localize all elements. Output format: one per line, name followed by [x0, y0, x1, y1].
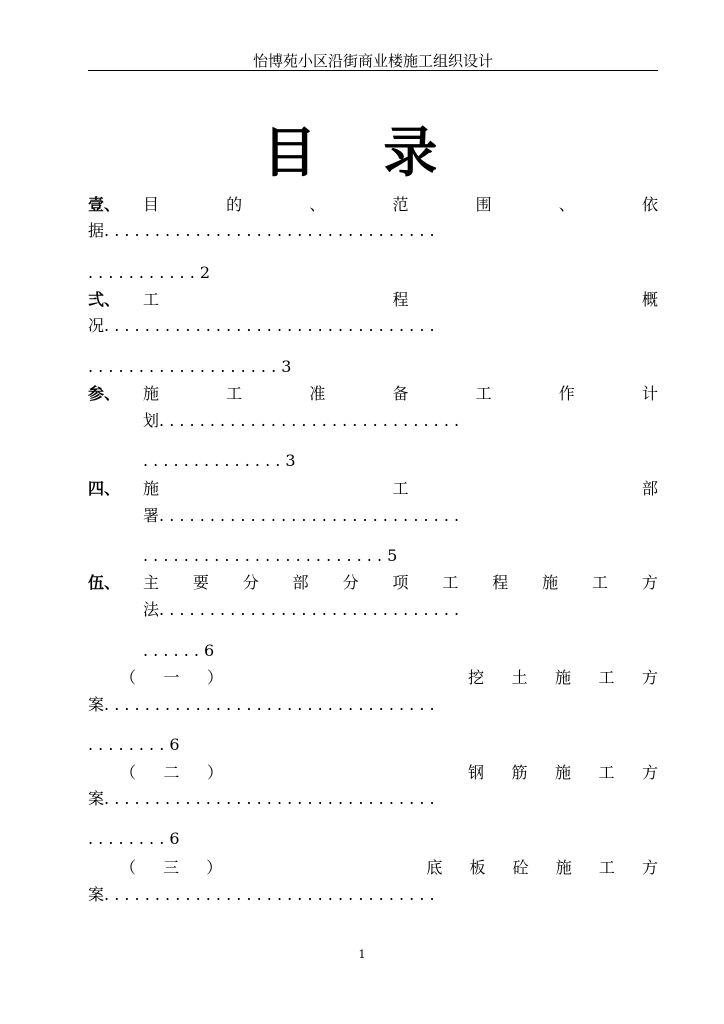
toc-entry-1-continuation: 据. . . . . . . . . . . . . . . . . . . . . . . . . . . . . . . . . [88, 221, 435, 240]
toc-entry-2-page: 3 [281, 357, 292, 376]
toc-entry-2-title: 工 程 概 [143, 290, 658, 309]
toc-entry-5-page: 6 [204, 641, 215, 660]
toc-entry-3-number: 参、 [88, 384, 121, 403]
toc-entry-1-leader[interactable]: . . . . . . . . . . . 2 [88, 263, 211, 282]
toc-subentry-1-title: （ 一 ） 挖 土 施 工 方 [120, 668, 658, 687]
toc-entry-1-page: 2 [199, 263, 211, 282]
toc-subentry-1-continuation: 案. . . . . . . . . . . . . . . . . . . . . . . . . . . . . . . . . [88, 695, 435, 714]
toc-subentry-1-page: 6 [169, 735, 180, 754]
toc-entry-3-page: 3 [285, 451, 296, 470]
toc-entry-5-title: 主 要 分 部 分 项 工 程 施 工 方 [143, 573, 658, 592]
toc-subentry-3-title: （ 三 ） 底 板 砼 施 工 方 [120, 858, 658, 877]
toc-entry-2-leader[interactable]: . . . . . . . . . . . . . . . . . . . 3 [88, 357, 292, 376]
running-header: 怡博苑小区沿街商业楼施工组织设计 [88, 50, 658, 71]
toc-subentry-1-leader[interactable]: . . . . . . . . 6 [88, 735, 180, 754]
toc-subentry-2-continuation: 案. . . . . . . . . . . . . . . . . . . . . . . . . . . . . . . . . [88, 789, 435, 808]
toc-subentry-3-continuation: 案. . . . . . . . . . . . . . . . . . . . . . . . . . . . . . . . . [88, 885, 435, 904]
toc-entry-2-continuation: 况. . . . . . . . . . . . . . . . . . . . . . . . . . . . . . . . . [88, 316, 435, 335]
toc-entry-5-continuation: 法. . . . . . . . . . . . . . . . . . . . . . . . . . . . . . [143, 600, 460, 619]
toc-entry-4-number: 四、 [88, 479, 121, 498]
toc-entry-4-page: 5 [387, 546, 398, 565]
toc-subentry-2-page: 6 [169, 829, 180, 848]
toc-entry-1-title: 目 的 、 范 围 、 依 [143, 195, 658, 214]
toc-subentry-2-title: （ 二 ） 钢 筋 施 工 方 [120, 763, 658, 782]
toc-entry-2-number: 弍、 [88, 290, 121, 309]
toc-entry-3-leader[interactable]: . . . . . . . . . . . . . . 3 [143, 451, 296, 470]
toc-entry-3-title: 施 工 准 备 工 作 计 [143, 384, 658, 403]
toc-entry-4-continuation: 署. . . . . . . . . . . . . . . . . . . . . . . . . . . . . . [143, 506, 460, 525]
toc-entry-1-number: 壹、 [88, 195, 121, 214]
toc-entry-4-leader[interactable]: . . . . . . . . . . . . . . . . . . . . . . . . 5 [143, 546, 398, 565]
page-title: 目 录 [262, 121, 462, 184]
toc-subentry-2-leader[interactable]: . . . . . . . . 6 [88, 829, 180, 848]
toc-entry-5-leader[interactable]: . . . . . . 6 [143, 641, 215, 660]
toc-entry-3-continuation: 划. . . . . . . . . . . . . . . . . . . . . . . . . . . . . . [143, 411, 460, 430]
page-number: 1 [358, 948, 366, 961]
toc-entry-4-title: 施 工 部 [143, 479, 658, 498]
toc-entry-5-number: 伍、 [88, 573, 121, 592]
